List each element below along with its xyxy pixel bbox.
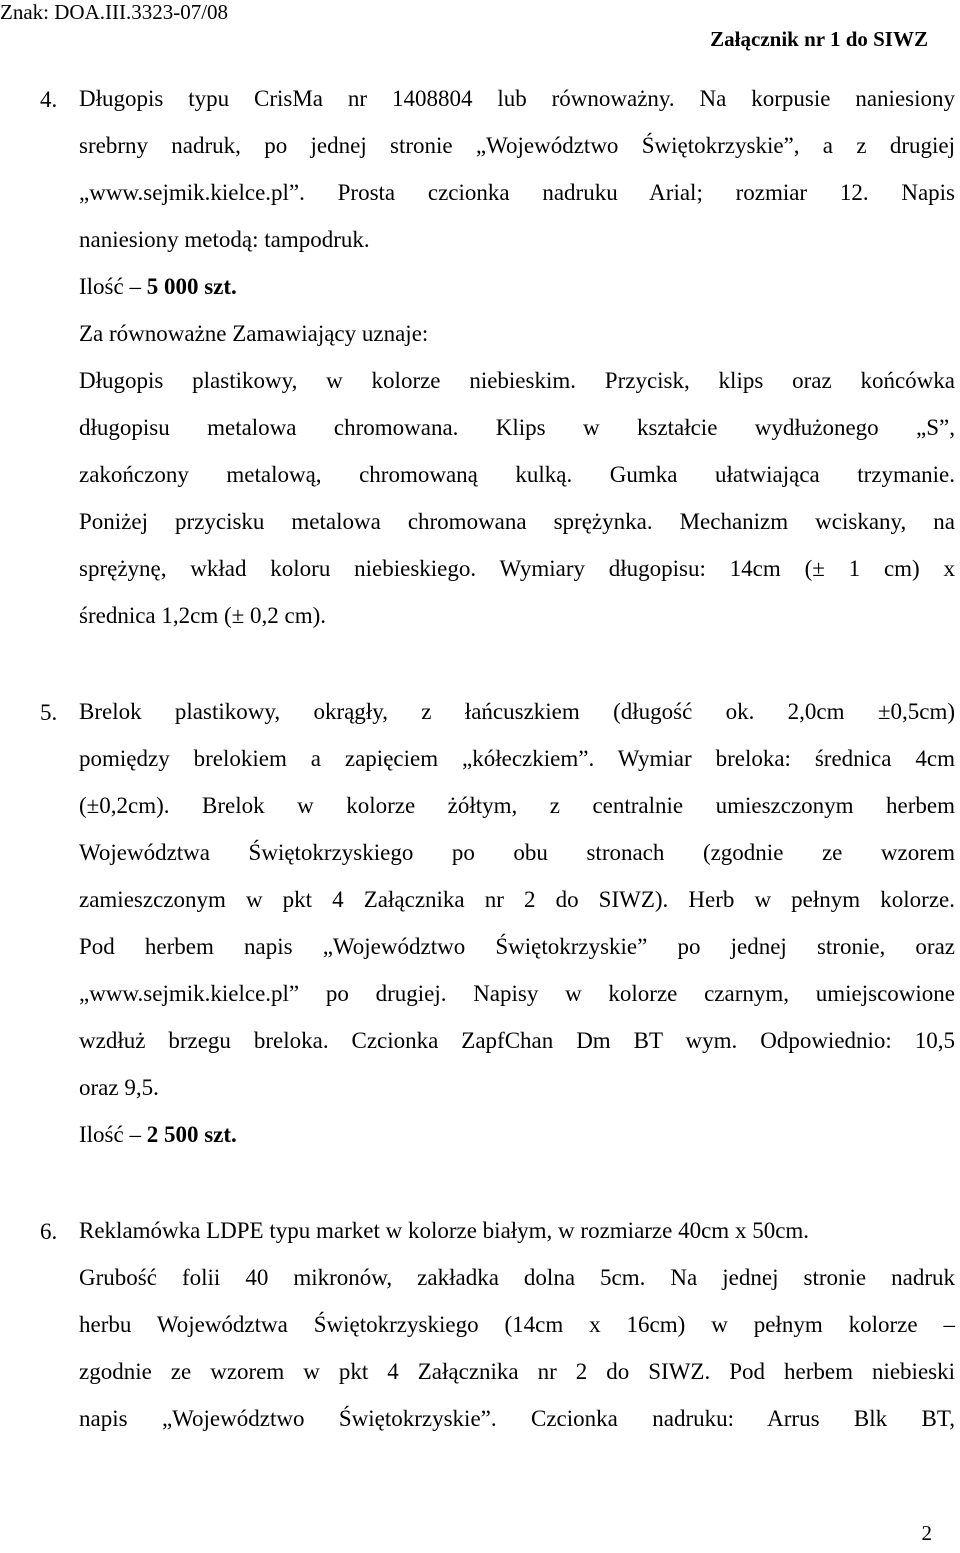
item-4-line: Długopis typu CrisMa nr 1408804 lub równoważny. Na korpusie naniesiony (79, 86, 955, 111)
item-5-line: pomiędzy brelokiem a zapięciem „kółeczkiem”. Wymiar breloka: średnica 4cm (79, 746, 955, 771)
item-6-line: herbu Województwa Świętokrzyskiego (14cm x 16cm) w pełnym kolorze – (79, 1312, 955, 1337)
item-4-line: „www.sejmik.kielce.pl”. Prosta czcionka nadruku Arial; rozmiar 12. Napis (79, 180, 955, 205)
item-4-equiv-line: długopisu metalowa chromowana. Klips w kształcie wydłużonego „S”, (79, 415, 955, 440)
item-5-line: oraz 9,5. (79, 1075, 159, 1100)
item-5-line: (±0,2cm). Brelok w kolorze żółtym, z centralnie umieszczonym herbem (79, 793, 955, 818)
item-5-line: zamieszczonym w pkt 4 Załącznika nr 2 do SIWZ). Herb w pełnym kolorze. (79, 887, 955, 912)
item-6-line: napis „Województwo Świętokrzyskie”. Czcionka nadruku: Arrus Blk BT, (79, 1406, 955, 1431)
item-5-line: Brelok plastikowy, okrągły, z łańcuszkiem (długość ok. 2,0cm ±0,5cm) (79, 699, 955, 724)
item-4-equiv-line: Poniżej przycisku metalowa chromowana sprężynka. Mechanizm wciskany, na (79, 509, 955, 534)
item-5-line: Województwa Świętokrzyskiego po obu stronach (zgodnie ze wzorem (79, 840, 955, 865)
item-5-quantity (79, 1123, 237, 1146)
item-5-number: 5. (40, 700, 58, 725)
item-4-equiv-line: Długopis plastikowy, w kolorze niebieskim. Przycisk, klips oraz końcówka (79, 368, 955, 393)
item-6-line: Grubość folii 40 mikronów, zakładka dolna 5cm. Na jednej stronie nadruk (79, 1265, 955, 1290)
quantity-value: 2 500 szt. (146, 1122, 237, 1147)
page-number: 2 (921, 1521, 932, 1545)
item-4-equiv-line: Za równoważne Zamawiający uznaje: (79, 321, 429, 346)
quantity-label: Ilość – (79, 1122, 147, 1147)
item-4-equiv-line: średnica 1,2cm (± 0,2 cm). (79, 603, 327, 628)
item-4-line: naniesiony metodą: tampodruk. (79, 227, 370, 252)
item-4-line: srebrny nadruk, po jednej stronie „Województwo Świętokrzyskie”, a z drugiej (79, 133, 955, 158)
item-6-number: 6. (40, 1219, 58, 1244)
quantity-value: 5 000 szt. (146, 274, 237, 299)
item-4-number: 4. (40, 87, 58, 112)
item-5-line: wzdłuż brzegu breloka. Czcionka ZapfChan Dm BT wym. Odpowiednio: 10,5 (79, 1028, 955, 1053)
item-6-line: Reklamówka LDPE typu market w kolorze białym, w rozmiarze 40cm x 50cm. (79, 1218, 810, 1243)
attachment-label: Załącznik nr 1 do SIWZ (710, 27, 928, 51)
item-4-quantity (79, 275, 237, 298)
item-4-equiv-line: sprężynę, wkład koloru niebieskiego. Wymiary długopisu: 14cm (± 1 cm) x (79, 556, 955, 581)
document-sign: Znak: DOA.III.3323-07/08 (0, 0, 229, 24)
item-5-line: „www.sejmik.kielce.pl” po drugiej. Napisy w kolorze czarnym, umiejscowione (79, 981, 955, 1006)
item-5-line: Pod herbem napis „Województwo Świętokrzyskie” po jednej stronie, oraz (79, 934, 955, 959)
item-6-line: zgodnie ze wzorem w pkt 4 Załącznika nr 2 do SIWZ. Pod herbem niebieski (79, 1359, 955, 1384)
quantity-label: Ilość – (79, 274, 147, 299)
item-4-equiv-line: zakończony metalową, chromowaną kulką. Gumka ułatwiająca trzymanie. (79, 462, 955, 487)
